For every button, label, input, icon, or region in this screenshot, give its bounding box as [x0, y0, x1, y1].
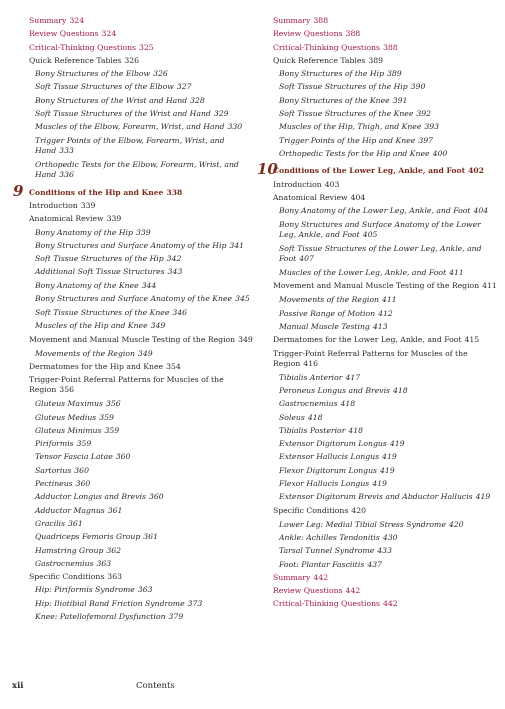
- toc-entry-page: 363: [137, 585, 153, 595]
- toc-entry-page: 360: [115, 452, 131, 462]
- toc-entry-title: Dermatomes for the Lower Leg, Ankle, and Foot: [273, 335, 462, 345]
- toc-entry-title: Bony Anatomy of the Hip: [35, 227, 133, 237]
- toc-entry-title: Quadriceps Femoris Group: [35, 532, 141, 542]
- toc-entry-title: Anatomical Review: [29, 214, 104, 224]
- toc-entry-title: Soft Tissue Structures of the Lower Leg, Ankle, and Foot: [279, 244, 482, 264]
- toc-entry[interactable]: [29, 333, 254, 347]
- toc-entry-page: 404: [473, 206, 489, 216]
- toc-entry-page: 390: [410, 82, 426, 92]
- toc-entry[interactable]: [29, 530, 254, 543]
- toc-entry-title: Gracilis: [35, 518, 66, 528]
- toc-entry[interactable]: [273, 147, 498, 160]
- toc-entry-title: Conditions of the Hip and Knee: [29, 187, 164, 197]
- toc-entry-page: 411: [381, 295, 397, 305]
- toc-entry[interactable]: [29, 464, 254, 477]
- toc-entry[interactable]: [29, 544, 254, 557]
- toc-entry-page: 419: [389, 439, 405, 449]
- toc-entry-title: Soleus: [279, 412, 305, 422]
- toc-entry-page: 419: [382, 452, 397, 462]
- toc-entry-page: 329: [213, 109, 229, 119]
- toc-entry-title: Adductor Longus and Brevis: [35, 492, 146, 502]
- toc-entry-title: Bony Structures of the Wrist and Hand: [35, 95, 188, 105]
- toc-entry[interactable]: [273, 178, 498, 191]
- toc-entry[interactable]: [273, 464, 498, 477]
- toc-entry-title: Critical-Thinking Questions: [273, 599, 380, 609]
- toc-entry[interactable]: [273, 411, 498, 424]
- toc-entry-title: Soft Tissue Structures of the Elbow: [35, 82, 174, 92]
- toc-entry[interactable]: [29, 490, 254, 503]
- toc-entry-page: 418: [392, 385, 408, 395]
- toc-entry-page: 389: [387, 69, 402, 79]
- toc-entry[interactable]: [29, 199, 254, 212]
- toc-entry[interactable]: [273, 571, 498, 584]
- toc-entry-title: Introduction: [29, 200, 78, 210]
- toc-entry[interactable]: [257, 160, 498, 179]
- toc-entry[interactable]: [29, 306, 254, 319]
- toc-entry-title: Muscles of the Lower Leg, Ankle, and Foot: [279, 268, 447, 278]
- toc-entry-title: Review Questions: [273, 586, 343, 596]
- toc-entry-title: Flexor Digitorum Longus: [279, 465, 378, 475]
- toc-entry-page: 419: [475, 492, 491, 502]
- toc-entry-page: 328: [190, 95, 205, 105]
- toc-entry[interactable]: [29, 347, 254, 360]
- toc-entry-page: 389: [368, 55, 384, 65]
- toc-entry[interactable]: [29, 158, 254, 182]
- toc-entry[interactable]: [273, 504, 498, 517]
- toc-entry-page: 388: [345, 29, 361, 39]
- toc-entry-page: 360: [74, 465, 89, 475]
- toc-entry-title: Foot: Plantar Fasciitis: [279, 559, 365, 569]
- toc-entry-title: Extensor Digitorum Longus: [279, 439, 387, 449]
- toc-entry-title: Movement and Manual Muscle Testing of the Region: [273, 281, 480, 291]
- toc-entry-page: 420: [448, 519, 464, 529]
- toc-entry-page: 349: [150, 321, 166, 331]
- toc-entry-title: Specific Conditions: [29, 572, 105, 582]
- toc-entry-page: 343: [167, 267, 183, 277]
- toc-entry[interactable]: [273, 134, 498, 147]
- toc-entry[interactable]: [29, 373, 254, 397]
- toc-entry-page: 359: [99, 412, 114, 422]
- toc-entry[interactable]: [273, 120, 498, 133]
- toc-entry[interactable]: [29, 504, 254, 517]
- toc-entry[interactable]: [29, 292, 254, 306]
- toc-entry-title: Hip: Iliotibial Band Friction Syndrome: [35, 598, 185, 608]
- toc-entry-page: 404: [350, 192, 366, 202]
- toc-entry-page: 442: [382, 599, 398, 609]
- toc-entry[interactable]: [273, 67, 498, 80]
- toc-entry-page: 325: [138, 42, 154, 52]
- toc-entry[interactable]: [29, 27, 254, 40]
- toc-entry-page: 359: [104, 425, 120, 435]
- toc-entry[interactable]: [29, 450, 254, 463]
- toc-right-column: [257, 14, 498, 611]
- toc-entry-page: 359: [76, 439, 92, 449]
- toc-entry[interactable]: [273, 490, 498, 504]
- toc-entry-title: Bony Structures of the Knee: [279, 95, 390, 105]
- toc-entry-page: 397: [418, 135, 434, 145]
- toc-entry-title: Review Questions: [273, 29, 343, 39]
- toc-entry-title: Bony Anatomy of the Knee: [35, 280, 139, 290]
- toc-entry[interactable]: [29, 570, 254, 583]
- toc-entry[interactable]: [29, 226, 254, 239]
- toc-entry-page: 388: [313, 16, 329, 25]
- toc-entry[interactable]: [273, 54, 498, 67]
- toc-entry[interactable]: [273, 14, 498, 27]
- toc-entry-page: 407: [299, 254, 314, 264]
- toc-entry-page: 411: [449, 268, 464, 278]
- toc-entry-page: 415: [464, 335, 480, 345]
- toc-entry[interactable]: [29, 41, 254, 54]
- toc-entry[interactable]: [273, 41, 498, 54]
- toc-entry-title: Peroneus Longus and Brevis: [279, 385, 390, 395]
- toc-entry[interactable]: [29, 80, 254, 93]
- toc-entry-page: 393: [424, 122, 440, 132]
- toc-entry-page: 418: [307, 412, 323, 422]
- toc-entry[interactable]: [29, 94, 254, 107]
- toc-entry[interactable]: [29, 411, 254, 424]
- toc-entry-title: Review Questions: [29, 29, 99, 39]
- toc-entry-page: 411: [482, 281, 497, 291]
- toc-entry-page: 442: [313, 572, 329, 582]
- toc-entry-title: Trigger-Point Referral Patterns for Muscles of the Region: [29, 375, 224, 395]
- toc-entry-page: 326: [124, 55, 140, 65]
- toc-entry-title: Trigger-Point Referral Patterns for Muscles of the Region: [273, 348, 468, 368]
- toc-entry-page: 346: [172, 308, 188, 318]
- toc-entry-title: Orthopedic Tests for the Elbow, Forearm, Wrist, and Hand: [35, 159, 239, 179]
- toc-entry[interactable]: [273, 384, 498, 397]
- toc-entry-page: 402: [468, 166, 484, 176]
- toc-entry[interactable]: [29, 265, 254, 278]
- toc-entry[interactable]: [29, 279, 254, 292]
- toc-entry-page: 339: [80, 200, 96, 210]
- toc-entry-title: Soft Tissue Structures of the Hip: [35, 254, 164, 264]
- chapter-number: 9: [13, 181, 24, 200]
- toc-entry-page: 349: [137, 348, 153, 358]
- toc-entry-title: Sartorius: [35, 465, 72, 475]
- toc-entry[interactable]: [273, 204, 498, 218]
- toc-entry[interactable]: [273, 397, 498, 410]
- toc-entry-title: Anatomical Review: [273, 192, 348, 202]
- toc-entry[interactable]: [29, 212, 254, 225]
- toc-entry-page: 442: [345, 586, 361, 596]
- toc-entry[interactable]: [273, 424, 498, 437]
- toc-entry[interactable]: [29, 597, 254, 610]
- toc-entry-title: Soft Tissue Structures of the Knee: [279, 109, 414, 119]
- toc-entry[interactable]: [29, 557, 254, 570]
- footer-page-number: xii: [12, 681, 24, 691]
- toc-entry-title: Summary: [29, 16, 67, 25]
- toc-entry[interactable]: [29, 252, 254, 265]
- toc-entry-title: Passive Range of Motion: [279, 308, 376, 318]
- toc-entry-title: Orthopedic Tests for the Hip and Knee: [279, 148, 430, 158]
- toc-entry-page: 361: [143, 532, 158, 542]
- toc-entry[interactable]: [13, 181, 254, 200]
- toc-entry-title: Additional Soft Tissue Structures: [35, 267, 165, 277]
- toc-entry[interactable]: [273, 597, 498, 610]
- toc-entry-title: Critical-Thinking Questions: [273, 42, 380, 52]
- toc-entry-page: 327: [176, 82, 192, 92]
- toc-entry[interactable]: [273, 218, 498, 242]
- toc-entry[interactable]: [29, 67, 254, 80]
- toc-entry[interactable]: [29, 424, 254, 437]
- toc-entry[interactable]: [273, 584, 498, 597]
- toc-entry[interactable]: [273, 518, 498, 531]
- toc-entry-page: 360: [75, 479, 91, 489]
- toc-entry[interactable]: [29, 517, 254, 530]
- toc-entry-title: Quick Reference Tables: [29, 55, 122, 65]
- toc-entry-page: 330: [227, 122, 243, 132]
- toc-entry-page: 361: [68, 518, 83, 528]
- toc-entry[interactable]: [273, 94, 498, 107]
- toc-entry[interactable]: [273, 558, 498, 571]
- toc-entry-title: Hamstring Group: [35, 545, 104, 555]
- toc-entry[interactable]: [273, 80, 498, 93]
- toc-entry-title: Soft Tissue Structures of the Wrist and Hand: [35, 109, 211, 119]
- toc-entry[interactable]: [273, 347, 498, 371]
- toc-entry-page: 412: [378, 308, 393, 318]
- toc-entry-title: Gluteus Minimus: [35, 425, 102, 435]
- toc-entry-title: Trigger Points of the Hip and Knee: [279, 135, 416, 145]
- toc-entry[interactable]: [29, 437, 254, 450]
- toc-entry-title: Flexor Hallucis Longus: [279, 479, 370, 489]
- toc-entry-title: Gluteus Medius: [35, 412, 97, 422]
- toc-entry-page: 363: [107, 572, 122, 582]
- chapter-number: 10: [257, 160, 278, 179]
- toc-entry-title: Trigger Points of the Elbow, Forearm, Wrist, and Hand: [35, 135, 225, 155]
- toc-entry[interactable]: [29, 120, 254, 133]
- toc-entry-page: 338: [166, 187, 183, 197]
- toc-entry[interactable]: [29, 477, 254, 490]
- toc-entry-title: Specific Conditions: [273, 506, 349, 516]
- toc-entry-title: Critical-Thinking Questions: [29, 42, 136, 52]
- toc-entry-page: 333: [59, 145, 74, 155]
- toc-entry-page: 360: [148, 492, 164, 502]
- footer-title: Contents: [136, 681, 175, 691]
- toc-entry-page: 388: [382, 42, 398, 52]
- page-footer: [12, 681, 175, 691]
- toc-entry[interactable]: [29, 14, 254, 27]
- toc-entry-title: Knee: Patellofemoral Dysfunction: [35, 611, 166, 621]
- toc-entry-title: Ankle: Achilles Tendonitis: [279, 532, 380, 542]
- toc-entry-title: Tibialis Posterior: [279, 425, 346, 435]
- toc-entry[interactable]: [273, 27, 498, 40]
- toc-entry-title: Lower Leg: Medial Tibial Stress Syndrome: [279, 519, 446, 529]
- toc-entry-page: 349: [238, 334, 253, 344]
- toc-entry[interactable]: [273, 279, 498, 293]
- toc-entry-page: 336: [59, 169, 74, 179]
- toc-entry-page: 324: [101, 29, 117, 39]
- toc-entry-title: Tibialis Anterior: [279, 372, 343, 382]
- toc-entry-title: Bony Structures and Surface Anatomy of the Hip: [35, 240, 227, 250]
- toc-entry-page: 392: [416, 109, 432, 119]
- toc-entry[interactable]: [29, 397, 254, 410]
- toc-entry-title: Manual Muscle Testing: [279, 322, 370, 332]
- toc-entry-page: 342: [166, 254, 182, 264]
- toc-entry[interactable]: [273, 242, 498, 266]
- toc-entry[interactable]: [29, 360, 254, 373]
- toc-entry[interactable]: [29, 54, 254, 67]
- toc-entry-title: Dermatomes for the Hip and Knee: [29, 361, 164, 371]
- toc-entry-page: 417: [345, 372, 361, 382]
- toc-entry-title: Adductor Magnus: [35, 505, 105, 515]
- toc-entry-page: 363: [96, 558, 112, 568]
- toc-entry-page: 419: [372, 479, 387, 489]
- toc-entry-page: 361: [107, 505, 123, 515]
- toc-entry-title: Muscles of the Hip and Knee: [35, 321, 148, 331]
- toc-entry-title: Bony Structures and Surface Anatomy of the Knee: [35, 294, 233, 304]
- toc-entry-page: 379: [168, 611, 184, 621]
- toc-entry[interactable]: [273, 191, 498, 204]
- toc-entry-title: Gluteus Maximus: [35, 399, 103, 409]
- toc-entry-title: Bony Structures of the Hip: [279, 69, 384, 79]
- toc-entry-page: 341: [229, 240, 245, 250]
- toc-entry[interactable]: [273, 333, 498, 346]
- toc-entry-page: 400: [432, 148, 448, 158]
- toc-entry-title: Muscles of the Hip, Thigh, and Knee: [279, 122, 422, 132]
- toc-entry-title: Muscles of the Elbow, Forearm, Wrist, and Hand: [35, 122, 225, 132]
- toc-left-column: [13, 14, 254, 623]
- toc-entry[interactable]: [273, 266, 498, 279]
- toc-entry[interactable]: [29, 239, 254, 252]
- toc-entry-page: 356: [59, 385, 74, 395]
- toc-entry-page: 430: [382, 532, 398, 542]
- toc-entry[interactable]: [273, 107, 498, 120]
- toc-entry-page: 356: [105, 399, 121, 409]
- toc-entry[interactable]: [29, 319, 254, 332]
- toc-entry-title: Conditions of the Lower Leg, Ankle, and Foot: [273, 166, 466, 176]
- toc-entry[interactable]: [273, 307, 498, 320]
- toc-entry[interactable]: [273, 293, 498, 306]
- toc-entry-title: Hip: Piriformis Syndrome: [35, 585, 135, 595]
- toc-entry-page: 416: [303, 358, 318, 368]
- toc-entry-title: Bony Structures of the Elbow: [35, 69, 151, 79]
- toc-entry-title: Extensor Digitorum Brevis and Abductor Hallucis: [279, 492, 473, 502]
- toc-entry[interactable]: [273, 371, 498, 384]
- toc-entry-title: Quick Reference Tables: [273, 55, 366, 65]
- toc-entry[interactable]: [273, 477, 498, 490]
- toc-entry-title: Extensor Hallucis Longus: [279, 452, 380, 462]
- toc-entry-page: 373: [187, 598, 203, 608]
- toc-entry-page: 391: [392, 95, 408, 105]
- toc-entry-page: 413: [372, 322, 388, 332]
- toc-entry-page: 419: [380, 465, 395, 475]
- toc-entry-title: Bony Structures and Surface Anatomy of the Lower Leg, Ankle, and Foot: [279, 220, 481, 240]
- toc-entry-page: 418: [348, 425, 364, 435]
- toc-entry[interactable]: [29, 134, 254, 158]
- toc-entry-page: 433: [377, 546, 392, 556]
- toc-entry-title: Movements of the Region: [279, 295, 379, 305]
- toc-entry-page: 420: [351, 506, 366, 516]
- toc-entry[interactable]: [29, 107, 254, 120]
- toc-entry-title: Gastrocnemius: [279, 399, 338, 409]
- toc-entry-title: Pectineus: [35, 479, 73, 489]
- toc-entry-page: 405: [362, 230, 378, 240]
- toc-entry-title: Gastrocnemius: [35, 558, 94, 568]
- toc-entry-page: 362: [106, 545, 122, 555]
- toc-entry[interactable]: [273, 450, 498, 463]
- toc-entry[interactable]: [273, 320, 498, 333]
- toc-entry-page: 344: [141, 280, 157, 290]
- toc-entry-page: 403: [324, 179, 340, 189]
- toc-entry-title: Tensor Fascia Latae: [35, 452, 113, 462]
- toc-entry-page: 437: [367, 559, 382, 569]
- toc-entry-page: 345: [235, 294, 250, 304]
- toc-entry[interactable]: [273, 531, 498, 544]
- toc-entry[interactable]: [29, 610, 254, 623]
- toc-entry[interactable]: [273, 437, 498, 450]
- toc-entry-page: 326: [153, 69, 168, 79]
- toc-entry-page: 339: [135, 227, 151, 237]
- toc-entry-title: Summary: [273, 572, 311, 582]
- toc-entry-title: Summary: [273, 16, 311, 25]
- toc-entry-page: 354: [166, 361, 181, 371]
- toc-entry[interactable]: [273, 544, 498, 557]
- toc-entry-title: Bony Anatomy of the Lower Leg, Ankle, and Foot: [279, 206, 471, 216]
- toc-entry-title: Movement and Manual Muscle Testing of the Region: [29, 334, 236, 344]
- toc-entry-title: Soft Tissue Structures of the Hip: [279, 82, 408, 92]
- toc-entry-page: 418: [340, 399, 356, 409]
- toc-entry-title: Movements of the Region: [35, 348, 135, 358]
- toc-entry-title: Introduction: [273, 179, 322, 189]
- toc-entry-title: Soft Tissue Structures of the Knee: [35, 308, 170, 318]
- toc-entry[interactable]: [29, 583, 254, 596]
- toc-entry-title: Tarsal Tunnel Syndrome: [279, 546, 375, 556]
- toc-entry-page: 339: [106, 214, 122, 224]
- toc-entry-title: Piriformis: [35, 439, 74, 449]
- toc-entry-page: 324: [69, 16, 85, 25]
